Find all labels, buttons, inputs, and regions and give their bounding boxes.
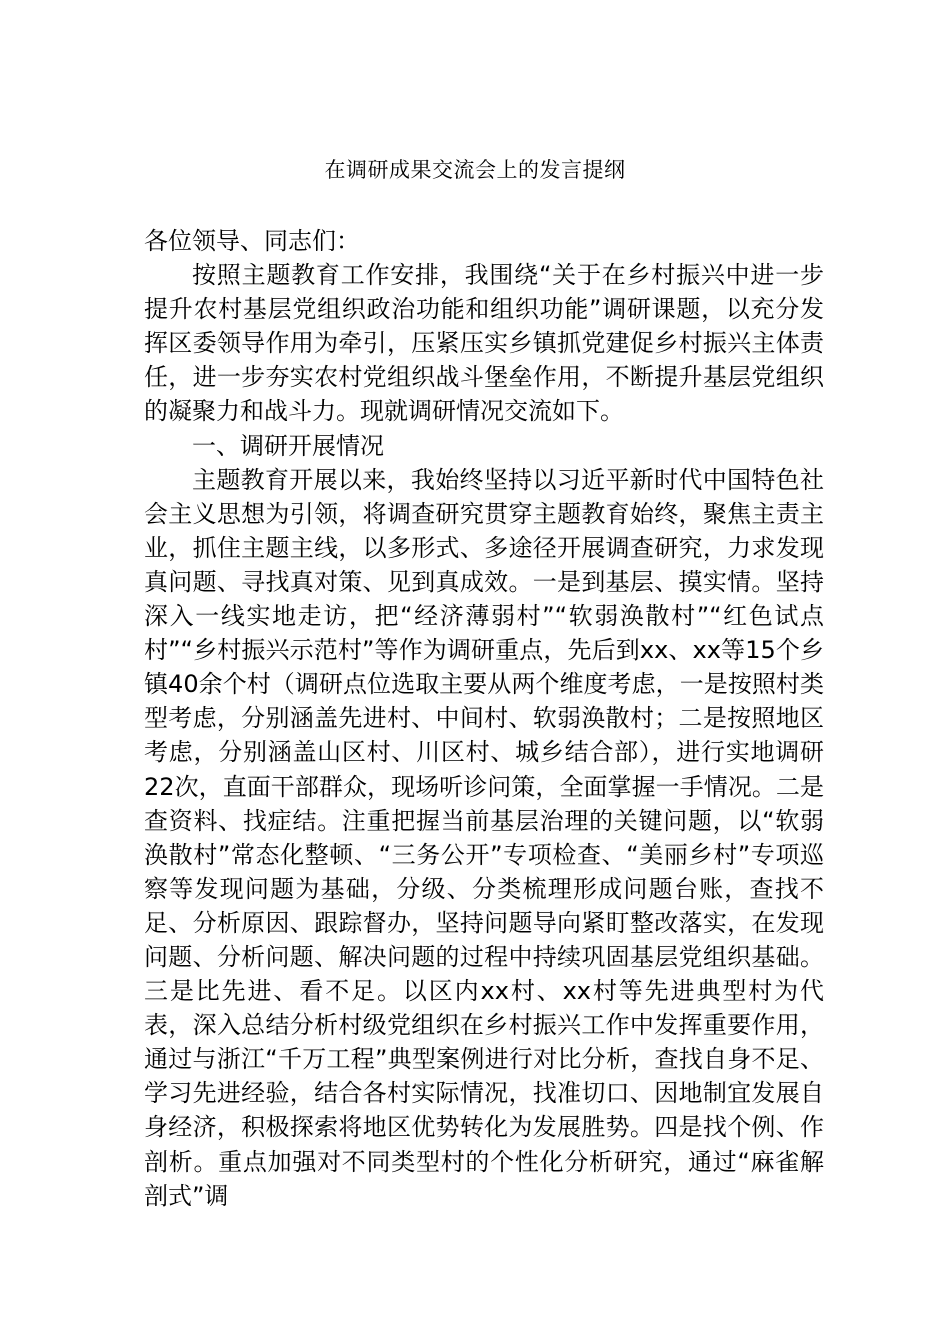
paragraph-research: 主题教育开展以来，我始终坚持以习近平新时代中国特色社会主义思想为引领，将调查研究贯穿主题教育始终，聚焦主责主业，抓住主题主线，以多形式、多途径开展调查研究，力求发现真问题、寻找真对策、见到真成效。一是到基层、摸实情。坚持深入一线实地走访，把“经济薄弱村”“软弱涣散村”“红色试点村”“乡村振兴示范村”等作为调研重点，先后到xx、xx等15个乡镇40余个村（调研点位选取主要从两个维度考虑，一是按照村类型考虑，分别涵盖先进村、中间村、软弱涣散村；二是按照地区考虑，分别涵盖山区村、川区村、城乡结合部），进行实地调研22次，直面干部群众，现场听诊问策，全面掌握一手情况。二是查资料、找症结。注重把握当前基层治理的关键问题，以“软弱涣散村”常态化整顿、“三务公开”专项检查、“美丽乡村”专项巡察等发现问题为基础，分级、分类梳理形成问题台账，查找不足、分析原因、跟踪督办，坚持问题导向紧盯整改落实，在发现问题、分析问题、解决问题的过程中持续巩固基层党组织基础。三是比先进、看不足。以区内xx村、xx村等先进典型村为代表，深入总结分析村级党组织在乡村振兴工作中发挥重要作用，通过与浙江“千万工程”典型案例进行对比分析，查找自身不足、学习先进经验，结合各村实际情况，找准切口、因地制宜发展自身经济，积极探索将地区优势转化为发展胜势。四是找个例、作剖析。重点加强对不同类型村的个性化分析研究，通过“麻雀解剖式”调 bbox=[144, 465, 824, 1210]
document-title: 在调研成果交流会上的发言提纲 bbox=[324, 158, 626, 182]
document-body bbox=[144, 224, 824, 1213]
paragraph-intro: 按照主题教育工作安排，我围绕“关于在乡村振兴中进一步提升农村基层党组织政治功能和组织功能”调研课题，以充分发挥区委领导作用为牵引，压紧压实乡镇抓党建促乡村振兴主体责任，进一步夯实农村党组织战斗堡垒作用，不断提升基层党组织的凝聚力和战斗力。现就调研情况交流如下。 bbox=[144, 261, 824, 426]
salutation: 各位领导、同志们： bbox=[144, 227, 360, 255]
section-heading: 一、调研开展情况 bbox=[192, 431, 384, 460]
